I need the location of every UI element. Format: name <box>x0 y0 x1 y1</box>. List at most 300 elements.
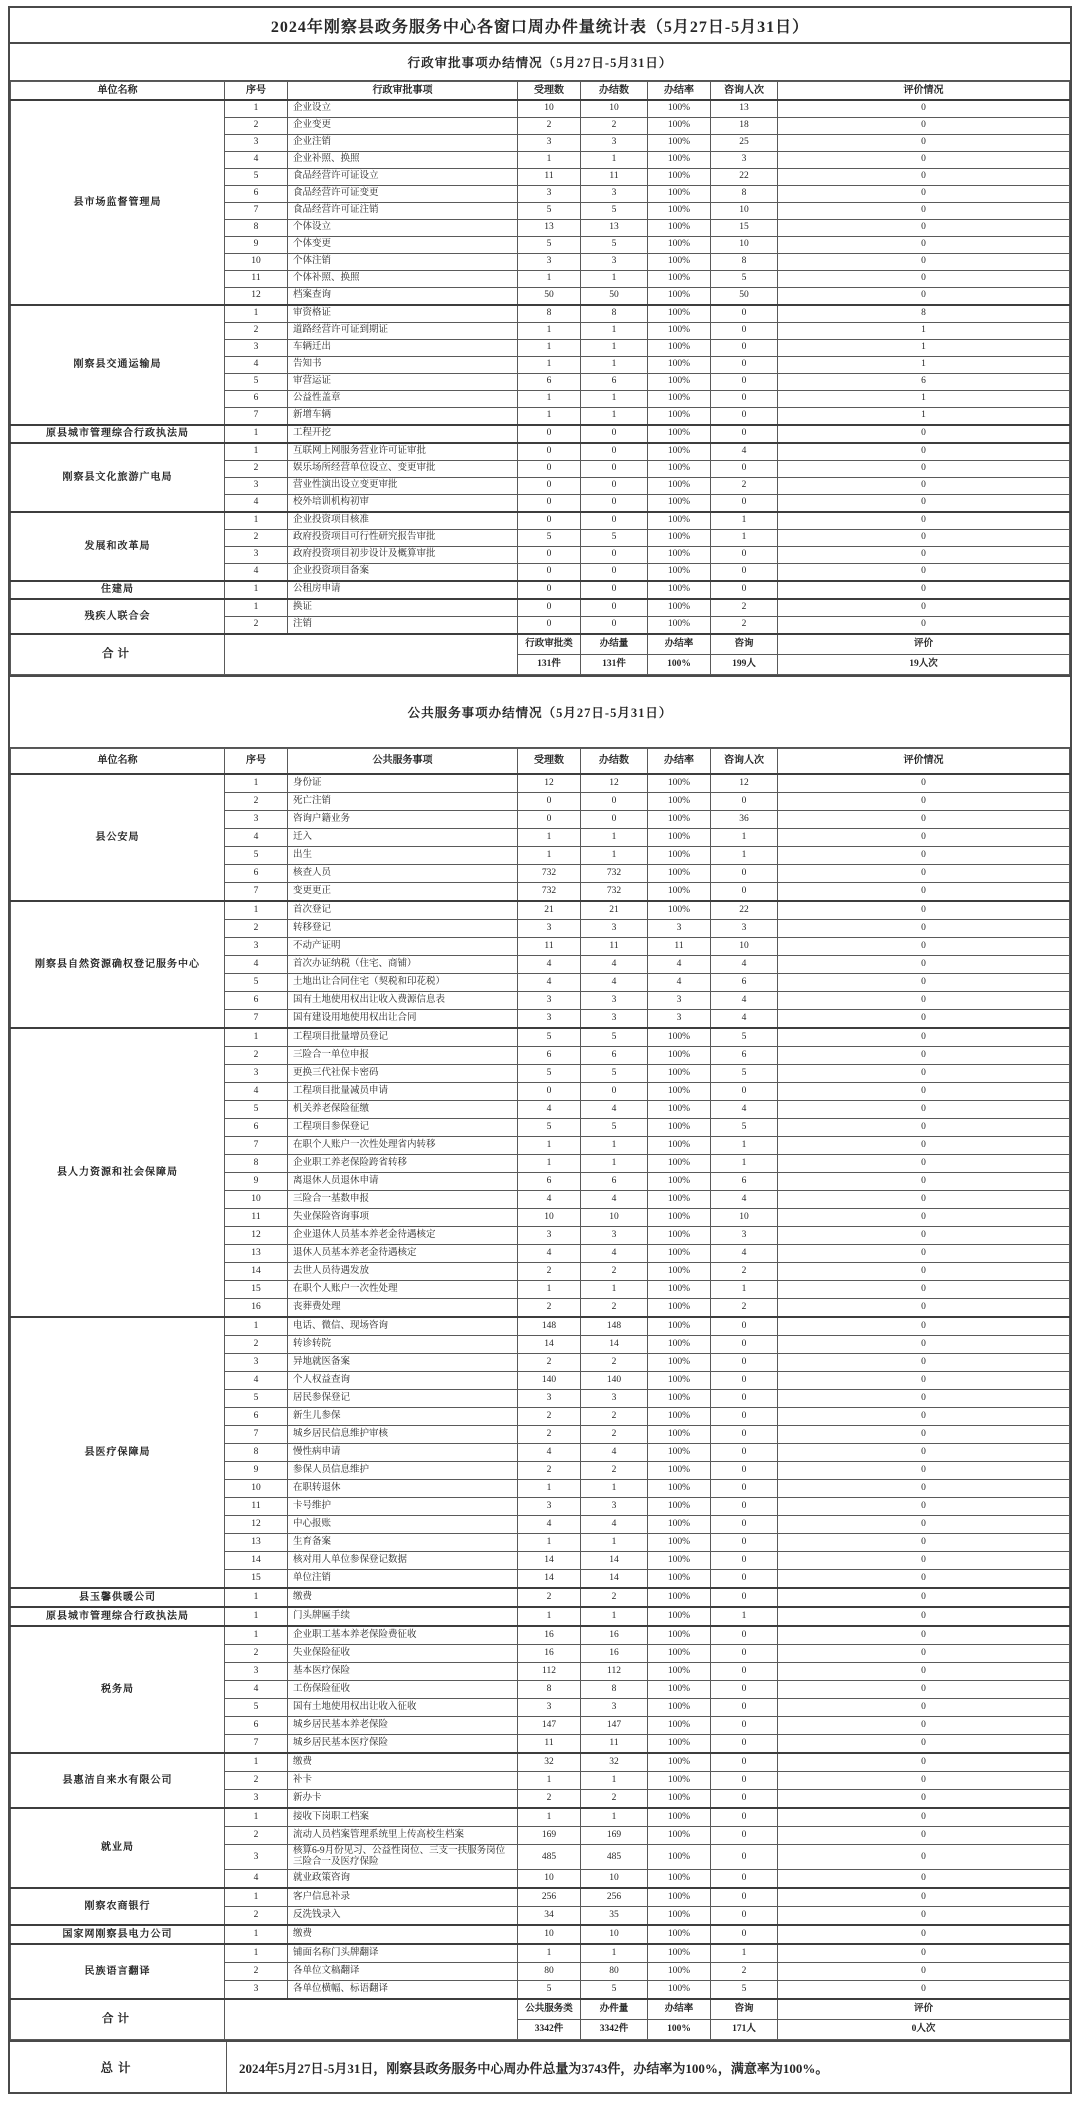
column-header: 公共服务事项 <box>288 749 518 775</box>
cell-value: 0 <box>581 547 648 564</box>
cell-value: 3 <box>581 1390 648 1408</box>
cell-value: 0 <box>778 1155 1070 1173</box>
cell-value: 100% <box>648 1065 711 1083</box>
cell-value: 0 <box>711 1462 778 1480</box>
cell-value: 100% <box>648 1119 711 1137</box>
grand-total-summary: 2024年5月27日-5月31日，刚察县政务服务中心周办件总量为3743件，办结率为100%，满意率为100%。 <box>239 2060 829 2076</box>
cell-value: 0 <box>581 599 648 617</box>
cell-value: 1 <box>518 1534 581 1552</box>
cell-value: 5 <box>518 203 581 220</box>
row-index: 3 <box>225 547 288 564</box>
row-index: 1 <box>225 1888 288 1907</box>
total-column-label: 咨询 <box>711 634 778 655</box>
section-total-label-row <box>11 1999 1070 2020</box>
item-label: 生育备案 <box>288 1534 518 1552</box>
cell-value: 3 <box>648 992 711 1010</box>
table-row <box>11 1753 1070 1772</box>
cell-value: 0 <box>518 1083 581 1101</box>
cell-value: 100% <box>648 599 711 617</box>
cell-value: 5 <box>581 530 648 547</box>
cell-value: 1 <box>581 271 648 288</box>
cell-value: 0 <box>778 847 1070 865</box>
item-label: 中心报账 <box>288 1516 518 1534</box>
cell-value: 8 <box>581 305 648 323</box>
cell-value: 8 <box>581 1681 648 1699</box>
cell-value: 0 <box>778 1944 1070 1963</box>
cell-value: 1 <box>581 1137 648 1155</box>
cell-value: 3 <box>581 1227 648 1245</box>
cell-value: 5 <box>711 1028 778 1047</box>
row-index: 2 <box>225 118 288 135</box>
cell-value: 2 <box>711 1963 778 1981</box>
row-index: 6 <box>225 865 288 883</box>
row-index: 1 <box>225 1607 288 1626</box>
row-index: 1 <box>225 581 288 599</box>
cell-value: 10 <box>581 1870 648 1889</box>
item-label: 土地出让合同住宅（契税和印花税） <box>288 974 518 992</box>
cell-value: 100% <box>648 186 711 203</box>
cell-value: 5 <box>518 1981 581 2000</box>
row-index: 1 <box>225 1317 288 1336</box>
cell-value: 5 <box>518 1065 581 1083</box>
unit-name: 刚察农商银行 <box>11 1888 225 1925</box>
row-index: 4 <box>225 829 288 847</box>
item-label: 电话、微信、现场咨询 <box>288 1317 518 1336</box>
unit-name: 县玉馨供暖公司 <box>11 1588 225 1607</box>
cell-value: 485 <box>518 1845 581 1870</box>
cell-value: 0 <box>778 1772 1070 1790</box>
cell-value: 3 <box>518 1010 581 1029</box>
cell-value: 5 <box>581 1065 648 1083</box>
cell-value: 0 <box>711 865 778 883</box>
cell-value: 1 <box>518 1607 581 1626</box>
cell-value: 1 <box>778 323 1070 340</box>
cell-value: 0 <box>711 1888 778 1907</box>
total-value: 19人次 <box>778 655 1070 675</box>
cell-value: 3 <box>581 1010 648 1029</box>
cell-value: 0 <box>711 1498 778 1516</box>
unit-name: 原县城市管理综合行政执法局 <box>11 425 225 443</box>
item-label: 企业职工基本养老保险费征收 <box>288 1626 518 1645</box>
item-label: 换证 <box>288 599 518 617</box>
cell-value: 1 <box>581 1808 648 1827</box>
cell-value: 0 <box>778 617 1070 635</box>
cell-value: 169 <box>581 1827 648 1845</box>
admin-approval-table <box>10 81 1070 675</box>
cell-value: 0 <box>581 1083 648 1101</box>
cell-value: 1 <box>518 323 581 340</box>
row-index: 10 <box>225 1480 288 1498</box>
cell-value: 6 <box>711 974 778 992</box>
cell-value: 169 <box>518 1827 581 1845</box>
total-value: 0人次 <box>778 2020 1070 2040</box>
column-header: 评价情况 <box>778 82 1070 101</box>
cell-value: 100% <box>648 495 711 513</box>
row-index: 5 <box>225 1699 288 1717</box>
cell-value: 4 <box>648 974 711 992</box>
cell-value: 0 <box>778 1245 1070 1263</box>
row-index: 5 <box>225 847 288 865</box>
cell-value: 10 <box>581 1925 648 1944</box>
item-label: 注销 <box>288 617 518 635</box>
column-header: 序号 <box>225 749 288 775</box>
row-index: 3 <box>225 1354 288 1372</box>
item-label: 卡号维护 <box>288 1498 518 1516</box>
cell-value: 4 <box>711 1245 778 1263</box>
unit-name: 刚察县自然资源确权登记服务中心 <box>11 901 225 1028</box>
cell-value: 6 <box>581 1173 648 1191</box>
item-label: 不动产证明 <box>288 938 518 956</box>
cell-value: 0 <box>778 974 1070 992</box>
cell-value: 100% <box>648 288 711 306</box>
cell-value: 0 <box>518 461 581 478</box>
grand-total-label: 总计 <box>10 2042 227 2092</box>
cell-value: 50 <box>711 288 778 306</box>
cell-value: 0 <box>778 793 1070 811</box>
cell-value: 1 <box>581 847 648 865</box>
row-index: 2 <box>225 793 288 811</box>
cell-value: 485 <box>581 1845 648 1870</box>
cell-value: 0 <box>778 1626 1070 1645</box>
row-index: 12 <box>225 1227 288 1245</box>
cell-value: 0 <box>778 1408 1070 1426</box>
cell-value: 100% <box>648 547 711 564</box>
row-index: 7 <box>225 203 288 220</box>
cell-value: 0 <box>778 220 1070 237</box>
cell-value: 5 <box>581 1981 648 2000</box>
cell-value: 3 <box>518 1227 581 1245</box>
row-index: 3 <box>225 1981 288 2000</box>
row-index: 12 <box>225 1516 288 1534</box>
cell-value: 100% <box>648 1227 711 1245</box>
cell-value: 0 <box>711 340 778 357</box>
cell-value: 0 <box>778 581 1070 599</box>
cell-value: 1 <box>581 323 648 340</box>
unit-name: 残疾人联合会 <box>11 599 225 634</box>
item-label: 离退休人员退休申请 <box>288 1173 518 1191</box>
cell-value: 100% <box>648 1626 711 1645</box>
cell-value: 0 <box>711 1336 778 1354</box>
cell-value: 0 <box>711 357 778 374</box>
column-header: 行政审批事项 <box>288 82 518 101</box>
cell-value: 0 <box>778 1681 1070 1699</box>
cell-value: 100% <box>648 793 711 811</box>
table-row <box>11 1888 1070 1907</box>
cell-value: 100% <box>648 169 711 186</box>
cell-value: 0 <box>778 1570 1070 1589</box>
cell-value: 1 <box>711 1281 778 1299</box>
row-index: 1 <box>225 305 288 323</box>
cell-value: 6 <box>711 1173 778 1191</box>
row-index: 10 <box>225 254 288 271</box>
cell-value: 11 <box>581 938 648 956</box>
cell-value: 100% <box>648 883 711 902</box>
cell-value: 0 <box>581 793 648 811</box>
cell-value: 0 <box>778 1534 1070 1552</box>
row-index: 1 <box>225 1588 288 1607</box>
cell-value: 4 <box>581 1191 648 1209</box>
cell-value: 0 <box>711 1925 778 1944</box>
cell-value: 100% <box>648 1444 711 1462</box>
cell-value: 1 <box>518 1772 581 1790</box>
cell-value: 732 <box>581 883 648 902</box>
cell-value: 0 <box>778 1263 1070 1281</box>
cell-value: 18 <box>711 118 778 135</box>
cell-value: 11 <box>518 938 581 956</box>
row-index: 7 <box>225 1426 288 1444</box>
row-index: 8 <box>225 1444 288 1462</box>
cell-value: 100% <box>648 811 711 829</box>
cell-value: 0 <box>581 564 648 582</box>
cell-value: 35 <box>581 1907 648 1926</box>
cell-value: 0 <box>778 774 1070 793</box>
unit-name: 刚察县文化旅游广电局 <box>11 443 225 512</box>
cell-value: 100% <box>648 1735 711 1754</box>
cell-value: 0 <box>778 1699 1070 1717</box>
column-header: 受理数 <box>518 749 581 775</box>
cell-value: 4 <box>581 1245 648 1263</box>
cell-value: 0 <box>778 547 1070 564</box>
cell-value: 100% <box>648 1925 711 1944</box>
total-column-label: 行政审批类 <box>518 634 581 655</box>
row-index: 3 <box>225 811 288 829</box>
cell-value: 13 <box>518 220 581 237</box>
cell-value: 0 <box>778 1119 1070 1137</box>
cell-value: 16 <box>581 1626 648 1645</box>
cell-value: 0 <box>518 443 581 461</box>
cell-value: 100% <box>648 1772 711 1790</box>
table-row <box>11 599 1070 617</box>
cell-value: 1 <box>581 340 648 357</box>
cell-value: 4 <box>518 1101 581 1119</box>
row-index: 10 <box>225 1191 288 1209</box>
cell-value: 21 <box>581 901 648 920</box>
cell-value: 0 <box>778 512 1070 530</box>
item-label: 企业退休人员基本养老金待遇核定 <box>288 1227 518 1245</box>
row-index: 1 <box>225 1626 288 1645</box>
cell-value: 10 <box>518 1925 581 1944</box>
total-value: 3342件 <box>581 2020 648 2040</box>
cell-value: 10 <box>581 1209 648 1227</box>
cell-value: 1 <box>581 408 648 426</box>
unit-name: 住建局 <box>11 581 225 599</box>
row-index: 4 <box>225 956 288 974</box>
row-index: 11 <box>225 271 288 288</box>
item-label: 反洗钱录入 <box>288 1907 518 1926</box>
item-label: 新生儿参保 <box>288 1408 518 1426</box>
unit-name: 原县城市管理综合行政执法局 <box>11 1607 225 1626</box>
cell-value: 1 <box>518 340 581 357</box>
cell-value: 4 <box>518 1191 581 1209</box>
cell-value: 3 <box>518 920 581 938</box>
item-label: 门头牌匾手续 <box>288 1607 518 1626</box>
item-label: 迁入 <box>288 829 518 847</box>
cell-value: 0 <box>778 495 1070 513</box>
row-index: 4 <box>225 1372 288 1390</box>
cell-value: 1 <box>518 271 581 288</box>
section-total-label-row <box>11 634 1070 655</box>
total-column-label: 评价 <box>778 634 1070 655</box>
cell-value: 100% <box>648 1372 711 1390</box>
total-value: 3342件 <box>518 2020 581 2040</box>
cell-value: 14 <box>581 1552 648 1570</box>
cell-value: 100% <box>648 1645 711 1663</box>
cell-value: 100% <box>648 1101 711 1119</box>
table-row <box>11 1028 1070 1047</box>
cell-value: 8 <box>711 254 778 271</box>
cell-value: 1 <box>518 1281 581 1299</box>
cell-value: 100% <box>648 1317 711 1336</box>
row-index: 3 <box>225 938 288 956</box>
row-index: 2 <box>225 1772 288 1790</box>
item-label: 单位注销 <box>288 1570 518 1589</box>
item-label: 食品经营许可证设立 <box>288 169 518 186</box>
cell-value: 0 <box>711 1552 778 1570</box>
cell-value: 100% <box>648 1827 711 1845</box>
cell-value: 1 <box>711 1137 778 1155</box>
column-header: 受理数 <box>518 82 581 101</box>
cell-value: 100% <box>648 478 711 495</box>
cell-value: 50 <box>581 288 648 306</box>
cell-value: 0 <box>778 1888 1070 1907</box>
cell-value: 0 <box>711 1444 778 1462</box>
item-label: 核算6-9月份见习、公益性岗位、三支一扶服务岗位三险合一及医疗保险 <box>288 1845 518 1870</box>
item-label: 新办卡 <box>288 1790 518 1809</box>
cell-value: 3 <box>518 254 581 271</box>
cell-value: 0 <box>711 425 778 443</box>
cell-value: 0 <box>778 1317 1070 1336</box>
item-label: 三险合一基数申报 <box>288 1191 518 1209</box>
cell-value: 0 <box>778 1390 1070 1408</box>
cell-value: 0 <box>778 271 1070 288</box>
row-index: 2 <box>225 1645 288 1663</box>
cell-value: 0 <box>711 1845 778 1870</box>
cell-value: 1 <box>518 1155 581 1173</box>
cell-value: 0 <box>778 118 1070 135</box>
cell-value: 0 <box>518 811 581 829</box>
item-label: 变更更正 <box>288 883 518 902</box>
cell-value: 14 <box>518 1570 581 1589</box>
cell-value: 100% <box>648 1028 711 1047</box>
row-index: 13 <box>225 1534 288 1552</box>
cell-value: 10 <box>711 938 778 956</box>
cell-value: 0 <box>711 1626 778 1645</box>
cell-value: 0 <box>711 1480 778 1498</box>
table-row <box>11 901 1070 920</box>
cell-value: 0 <box>518 599 581 617</box>
cell-value: 4 <box>711 1191 778 1209</box>
table-row <box>11 443 1070 461</box>
cell-value: 14 <box>518 1336 581 1354</box>
cell-value: 100% <box>648 443 711 461</box>
item-label: 企业注销 <box>288 135 518 152</box>
cell-value: 0 <box>581 581 648 599</box>
section-admin-approval <box>8 44 1072 677</box>
cell-value: 0 <box>711 1570 778 1589</box>
cell-value: 0 <box>581 443 648 461</box>
item-label: 国有土地使用权出让收入费源信息表 <box>288 992 518 1010</box>
cell-value: 100% <box>648 1137 711 1155</box>
cell-value: 5 <box>711 1119 778 1137</box>
cell-value: 0 <box>711 305 778 323</box>
row-index: 4 <box>225 1083 288 1101</box>
cell-value: 0 <box>711 495 778 513</box>
cell-value: 11 <box>648 938 711 956</box>
cell-value: 100% <box>648 237 711 254</box>
cell-value: 0 <box>518 564 581 582</box>
cell-value: 100% <box>648 357 711 374</box>
cell-value: 0 <box>711 883 778 902</box>
cell-value: 0 <box>778 425 1070 443</box>
row-index: 4 <box>225 1681 288 1699</box>
row-index: 1 <box>225 1753 288 1772</box>
cell-value: 6 <box>778 374 1070 391</box>
table-row <box>11 581 1070 599</box>
cell-value: 0 <box>581 425 648 443</box>
cell-value: 100% <box>648 530 711 547</box>
item-label: 个人权益查询 <box>288 1372 518 1390</box>
item-label: 工程项目参保登记 <box>288 1119 518 1137</box>
cell-value: 100% <box>648 1516 711 1534</box>
cell-value: 2 <box>711 617 778 635</box>
cell-value: 80 <box>581 1963 648 1981</box>
cell-value: 0 <box>778 135 1070 152</box>
item-label: 各单位文稿翻译 <box>288 1963 518 1981</box>
row-index: 2 <box>225 1907 288 1926</box>
item-label: 就业政策咨询 <box>288 1870 518 1889</box>
cell-value: 1 <box>581 391 648 408</box>
item-label: 档案查询 <box>288 288 518 306</box>
cell-value: 4 <box>648 956 711 974</box>
row-index: 15 <box>225 1281 288 1299</box>
cell-value: 100% <box>648 425 711 443</box>
cell-value: 100% <box>648 1047 711 1065</box>
cell-value: 0 <box>711 581 778 599</box>
item-label: 企业投资项目核准 <box>288 512 518 530</box>
row-index: 3 <box>225 1790 288 1809</box>
cell-value: 0 <box>778 1753 1070 1772</box>
cell-value: 3 <box>581 1498 648 1516</box>
cell-value: 147 <box>581 1717 648 1735</box>
cell-value: 0 <box>711 408 778 426</box>
row-index: 6 <box>225 1717 288 1735</box>
cell-value: 0 <box>581 478 648 495</box>
row-index: 3 <box>225 478 288 495</box>
cell-value: 100% <box>648 1845 711 1870</box>
column-header: 办结率 <box>648 82 711 101</box>
cell-value: 3 <box>581 254 648 271</box>
row-index: 1 <box>225 901 288 920</box>
item-label: 在职个人账户一次性处理 <box>288 1281 518 1299</box>
cell-value: 1 <box>518 829 581 847</box>
cell-value: 5 <box>711 1065 778 1083</box>
row-index: 1 <box>225 1808 288 1827</box>
cell-value: 147 <box>518 1717 581 1735</box>
cell-value: 100% <box>648 1552 711 1570</box>
cell-value: 1 <box>581 1155 648 1173</box>
section-public-service <box>8 677 1072 2042</box>
cell-value: 0 <box>711 1663 778 1681</box>
row-index: 8 <box>225 220 288 237</box>
row-index: 4 <box>225 495 288 513</box>
cell-value: 0 <box>581 495 648 513</box>
cell-value: 22 <box>711 169 778 186</box>
row-index: 1 <box>225 443 288 461</box>
cell-value: 0 <box>518 512 581 530</box>
cell-value: 0 <box>778 1607 1070 1626</box>
unit-name: 县公安局 <box>11 774 225 901</box>
cell-value: 1 <box>711 530 778 547</box>
